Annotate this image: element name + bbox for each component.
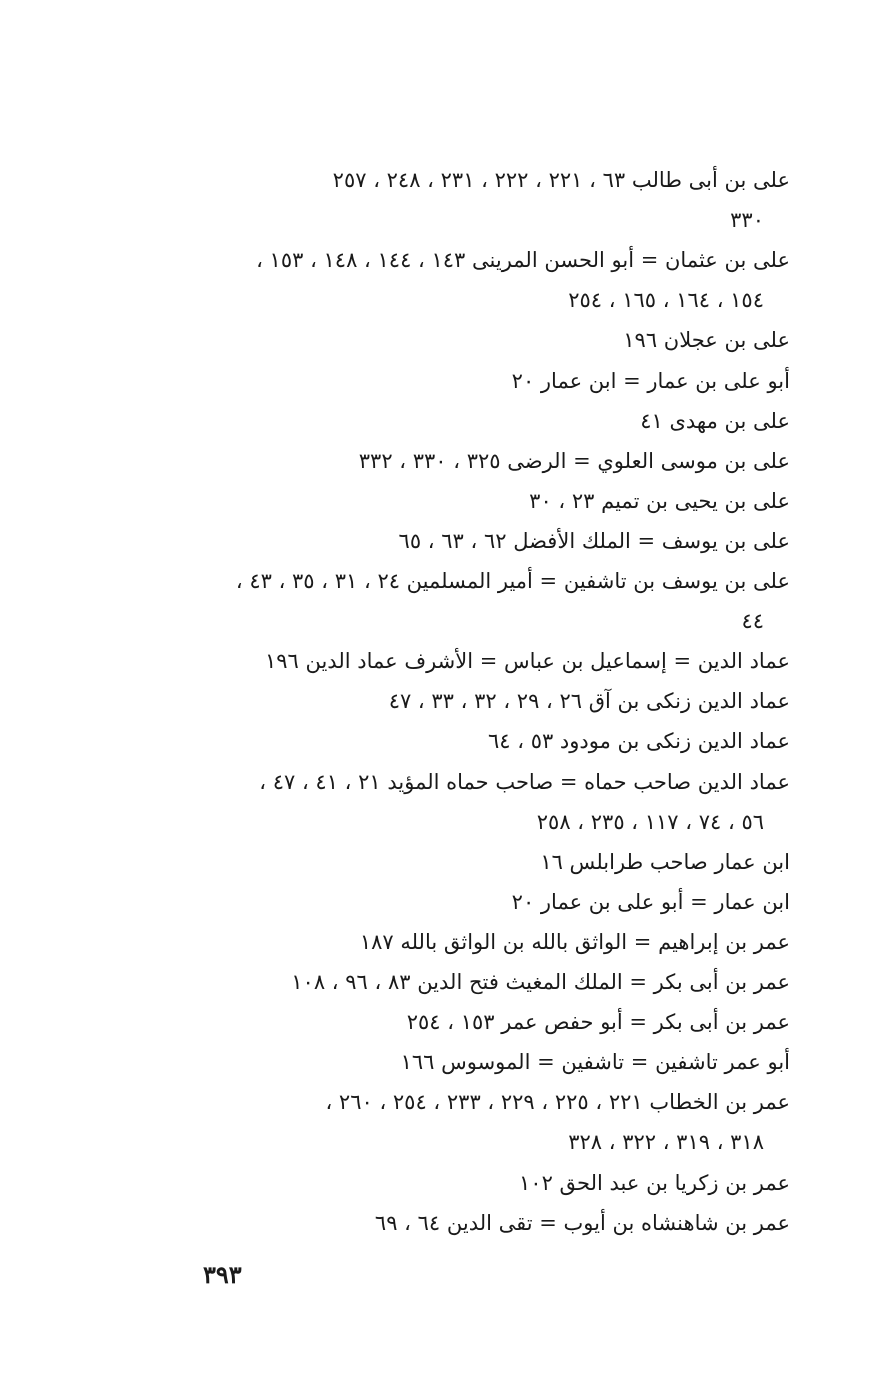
index-entry: عمر بن أبى بكر = أبو حفص عمر ١٥٣ ، ٢٥٤ xyxy=(406,1010,790,1035)
index-entry: عمر بن شاهنشاه بن أيوب = تقى الدين ٦٤ ، ٦٩ xyxy=(374,1210,790,1235)
index-entry: عماد الدين زنكى بن آق ٢٦ ، ٢٩ ، ٣٢ ، ٣٣ ، ٤٧ xyxy=(388,689,790,714)
index-entry: على بن أبى طالب ٦٣ ، ٢٢١ ، ٢٢٢ ، ٢٣١ ، ٢٤٨ ، ٢٥٧ xyxy=(332,168,790,192)
index-entry-continuation: ٣١٨ ، ٣١٩ ، ٣٢٢ ، ٣٢٨ xyxy=(568,1130,764,1155)
index-entry-continuation: ٤٤ xyxy=(741,609,764,634)
index-entry: على بن يحيى بن تميم ٢٣ ، ٣٠ xyxy=(529,488,790,513)
index-entry: على بن موسى العلوي = الرضى ٣٢٥ ، ٣٣٠ ، ٣٣٢ xyxy=(358,448,790,473)
index-entry: عماد الدين صاحب حماه = صاحب حماه المؤيد ٢١ ، ٤١ ، ٤٧ ، xyxy=(259,769,790,794)
index-entry-continuation: ٣٣٠ xyxy=(730,208,764,233)
index-entries xyxy=(120,160,790,1240)
index-entry: على بن عثمان = أبو الحسن المرينى ١٤٣ ، ١٤٤ ، ١٤٨ ، ١٥٣ ، xyxy=(256,248,790,273)
page-number: ٣٩٣ xyxy=(203,1260,242,1289)
index-entry: عماد الدين زنكى بن مودود ٥٣ ، ٦٤ xyxy=(487,729,790,754)
index-entry: أبو عمر تاشفين = تاشفين = الموسوس ١٦٦ xyxy=(400,1050,790,1075)
index-entry: على بن يوسف بن تاشفين = أمير المسلمين ٢٤ ، ٣١ ، ٣٥ ، ٤٣ ، xyxy=(235,569,790,593)
index-entry: ابن عمار = أبو على بن عمار ٢٠ xyxy=(511,889,790,914)
index-entry: عماد الدين = إسماعيل بن عباس = الأشرف عماد الدين ١٩٦ xyxy=(264,649,790,674)
index-entry: على بن مهدى ٤١ xyxy=(640,408,790,433)
index-entry: عمر بن أبى بكر = الملك المغيث فتح الدين ٨٣ ، ٩٦ ، ١٠٨ xyxy=(291,970,790,994)
index-entry: عمر بن الخطاب ٢٢١ ، ٢٢٥ ، ٢٢٩ ، ٢٣٣ ، ٢٥٤ ، ٢٦٠ ، xyxy=(325,1090,790,1115)
index-entry: أبو على بن عمار = ابن عمار ٢٠ xyxy=(511,368,790,393)
index-entry: على بن عجلان ١٩٦ xyxy=(623,328,790,353)
index-entry: عمر بن زكريا بن عبد الحق ١٠٢ xyxy=(519,1170,790,1195)
index-entry-continuation: ١٥٤ ، ١٦٤ ، ١٦٥ ، ٢٥٤ xyxy=(568,288,764,313)
index-entry: ابن عمار صاحب طرابلس ١٦ xyxy=(540,849,790,874)
index-entry: عمر بن إبراهيم = الواثق بالله بن الواثق بالله ١٨٧ xyxy=(359,929,790,954)
index-entry: على بن يوسف = الملك الأفضل ٦٢ ، ٦٣ ، ٦٥ xyxy=(398,528,790,553)
index-entry-continuation: ٥٦ ، ٧٤ ، ١١٧ ، ٢٣٥ ، ٢٥٨ xyxy=(536,809,764,834)
